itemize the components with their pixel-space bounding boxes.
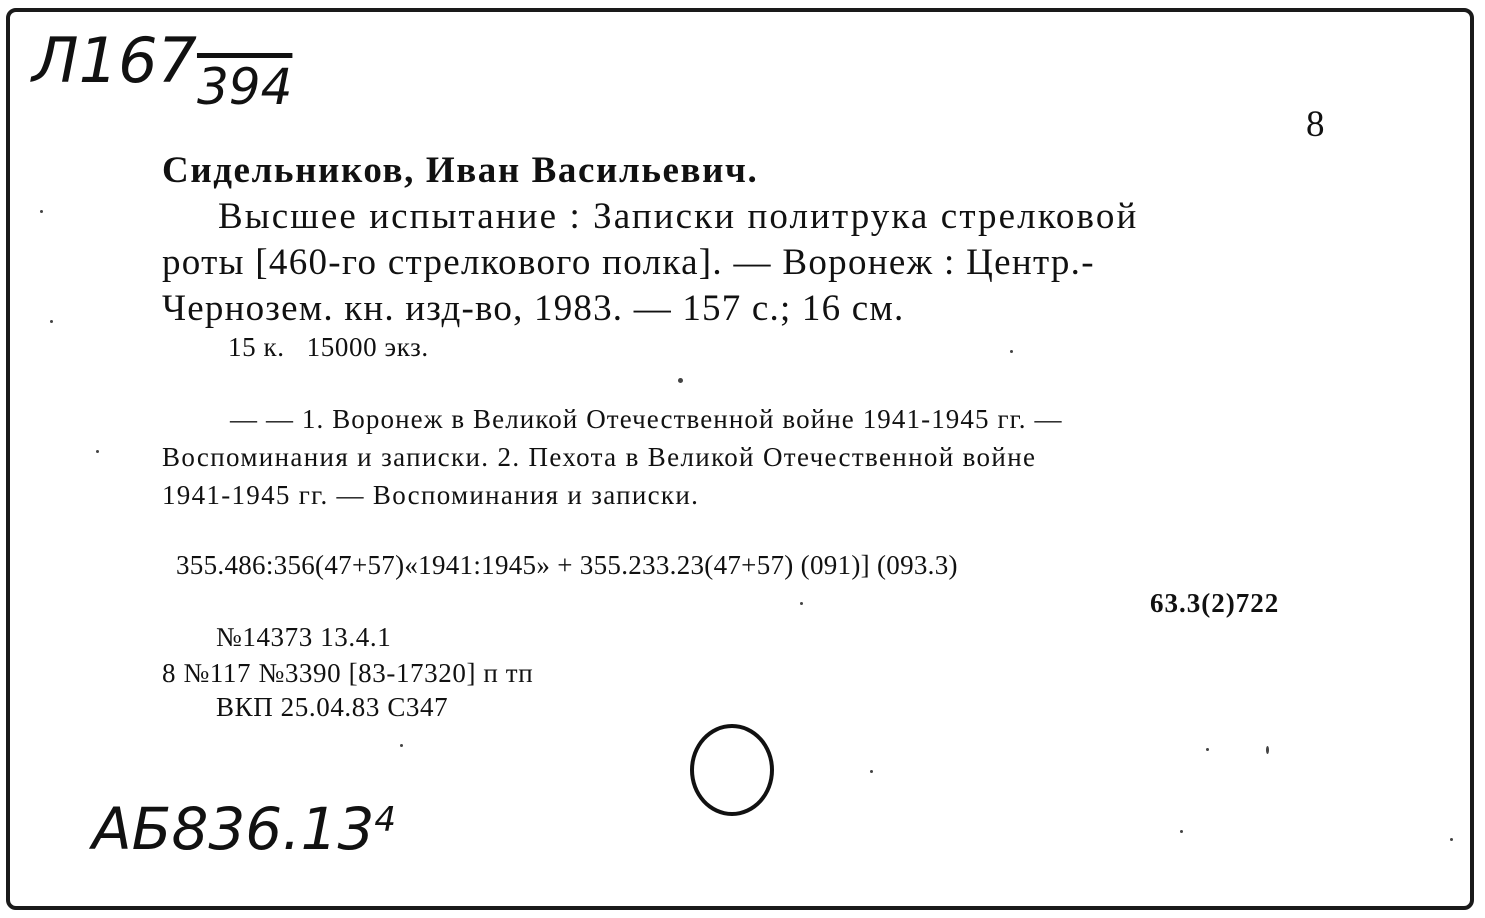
handwritten-inventory-code-sub: 4 bbox=[374, 800, 397, 840]
scan-speck bbox=[50, 320, 53, 323]
subject-line-1: — — 1. Воронеж в Великой Отечественной войне 1941-1945 гг. — bbox=[230, 404, 1063, 434]
title-line-3: Чернозем. кн. изд-во, 1983. — 157 с.; 16 см. bbox=[162, 288, 905, 329]
handwritten-call-number-sub: 394 bbox=[196, 58, 293, 116]
stamp-circle bbox=[690, 724, 774, 816]
scan-speck bbox=[1180, 830, 1183, 833]
handwritten-inventory-code bbox=[92, 795, 397, 863]
title-line-1: Высшее испытание : Записки политрука стрелковой bbox=[218, 196, 1139, 237]
handwritten-call-number-main: Л167 bbox=[32, 24, 197, 97]
bbk-index: 63.3(2)722 bbox=[1150, 588, 1280, 618]
scan-speck bbox=[800, 602, 803, 605]
title-line-2: роты [460-го стрелкового полка]. — Воронеж : Центр.- bbox=[162, 242, 1095, 283]
handwritten-inventory-code-main: АБ836.13 bbox=[92, 795, 375, 863]
udc-index: 355.486:356(47+57)«1941:1945» + 355.233.23(47+57) (091)] (093.3) bbox=[176, 550, 958, 580]
scan-speck bbox=[678, 378, 683, 383]
scan-speck bbox=[1206, 748, 1209, 751]
catalog-line-2: 8 №117 №3390 [83-17320] п тп bbox=[162, 658, 534, 688]
scan-speck bbox=[1450, 838, 1453, 841]
scan-speck bbox=[40, 210, 43, 213]
author-heading: Сидельников, Иван Васильевич. bbox=[162, 150, 759, 191]
card-number: 8 bbox=[1306, 104, 1326, 145]
subject-line-2: Воспоминания и записки. 2. Пехота в Великой Отечественной войне bbox=[162, 442, 1037, 472]
scan-speck bbox=[870, 770, 873, 773]
subject-line-3: 1941-1945 гг. — Воспоминания и записки. bbox=[162, 480, 700, 510]
catalog-line-3: ВКП 25.04.83 С347 bbox=[216, 692, 449, 722]
scan-speck bbox=[1266, 746, 1269, 754]
scan-speck bbox=[96, 450, 99, 453]
scan-speck bbox=[400, 744, 403, 747]
handwritten-call-number bbox=[32, 24, 293, 116]
price-circulation: 15 к. 15000 экз. bbox=[228, 332, 429, 362]
catalog-line-1: №14373 13.4.1 bbox=[216, 622, 392, 652]
scan-speck bbox=[1010, 350, 1013, 353]
